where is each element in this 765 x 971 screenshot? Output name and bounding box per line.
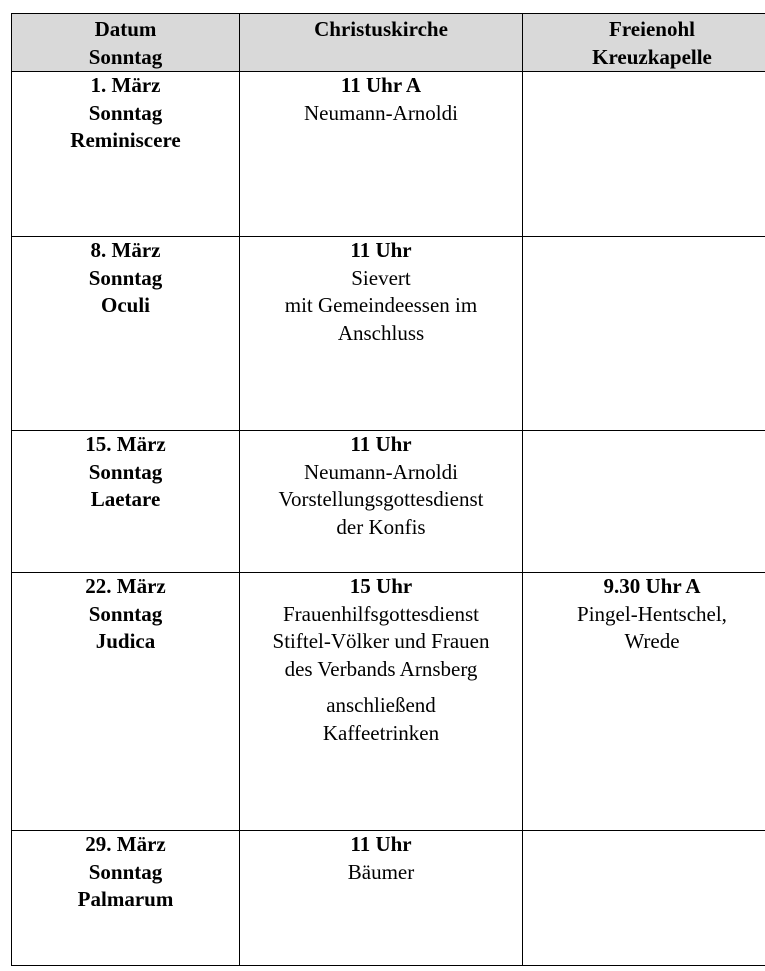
table-row	[12, 72, 765, 237]
table-row	[12, 431, 765, 573]
service-detail: Wrede	[624, 629, 680, 653]
service-time: 15 Uhr	[349, 574, 413, 598]
header-freienohl-kreuzkapelle	[523, 14, 765, 72]
sunday-name-text: Palmarum	[77, 887, 174, 911]
freienohl-cell	[523, 72, 765, 237]
header-kreuzkapelle-line: Kreuzkapelle	[592, 44, 712, 69]
service-detail: Frauenhilfsgottesdienst	[283, 601, 479, 626]
table-row	[12, 573, 765, 831]
christuskirche-cell	[240, 831, 523, 966]
date-cell	[12, 831, 240, 966]
header-freienohl-line: Freienohl	[609, 17, 695, 41]
service-time: 11 Uhr	[350, 832, 412, 856]
christuskirche-cell	[240, 237, 523, 431]
date-text: 22. März	[85, 574, 166, 598]
header-row	[12, 14, 765, 72]
service-time: 11 Uhr A	[340, 73, 422, 97]
sunday-name-text: Laetare	[90, 487, 161, 511]
header-date-sunday	[12, 14, 240, 72]
service-time: 11 Uhr	[350, 432, 412, 456]
service-extra: anschließend	[326, 693, 436, 717]
freienohl-cell	[523, 431, 765, 573]
freienohl-cell	[523, 237, 765, 431]
weekday-text: Sonntag	[88, 265, 163, 290]
service-detail: Sievert	[351, 265, 411, 290]
service-detail: mit Gemeindeessen im	[284, 293, 478, 317]
service-detail: des Verbands Arnsberg	[284, 656, 478, 681]
service-detail: Pingel-Hentschel,	[577, 601, 727, 626]
date-cell	[12, 431, 240, 573]
service-detail: Vorstellungsgottesdienst	[278, 487, 484, 511]
header-sunday-line: Sonntag	[88, 44, 163, 69]
service-detail: Neumann-Arnoldi	[304, 100, 458, 125]
service-time: 11 Uhr	[350, 238, 412, 262]
sunday-name-text: Judica	[95, 629, 156, 653]
christuskirche-cell	[240, 573, 523, 831]
sunday-name-text: Oculi	[100, 293, 150, 317]
service-detail: Stiftel-Völker und Frauen	[272, 629, 490, 653]
christuskirche-cell	[240, 72, 523, 237]
weekday-text: Sonntag	[88, 601, 163, 626]
date-cell	[12, 237, 240, 431]
sunday-name-text: Reminiscere	[70, 128, 181, 152]
christuskirche-cell	[240, 431, 523, 573]
service-detail: Anschluss	[337, 320, 425, 345]
service-extra: Kaffeetrinken	[322, 720, 440, 745]
weekday-text: Sonntag	[88, 459, 163, 484]
header-date-line: Datum	[94, 17, 157, 41]
table-row	[12, 237, 765, 431]
service-detail: Neumann-Arnoldi	[304, 459, 458, 484]
service-schedule-table	[11, 13, 765, 966]
date-cell	[12, 573, 240, 831]
service-detail: der Konfis	[336, 514, 426, 539]
date-text: 15. März	[85, 432, 166, 456]
freienohl-cell	[523, 831, 765, 966]
table-row	[12, 831, 765, 966]
header-christuskirche	[240, 14, 523, 72]
date-cell	[12, 72, 240, 237]
weekday-text: Sonntag	[88, 859, 163, 884]
date-text: 1. März	[90, 73, 161, 97]
weekday-text: Sonntag	[88, 100, 163, 125]
freienohl-cell	[523, 573, 765, 831]
service-detail: Bäumer	[347, 859, 415, 884]
header-christuskirche-line: Christuskirche	[314, 17, 448, 41]
service-time: 9.30 Uhr A	[603, 574, 701, 598]
date-text: 29. März	[85, 832, 166, 856]
date-text: 8. März	[90, 238, 161, 262]
